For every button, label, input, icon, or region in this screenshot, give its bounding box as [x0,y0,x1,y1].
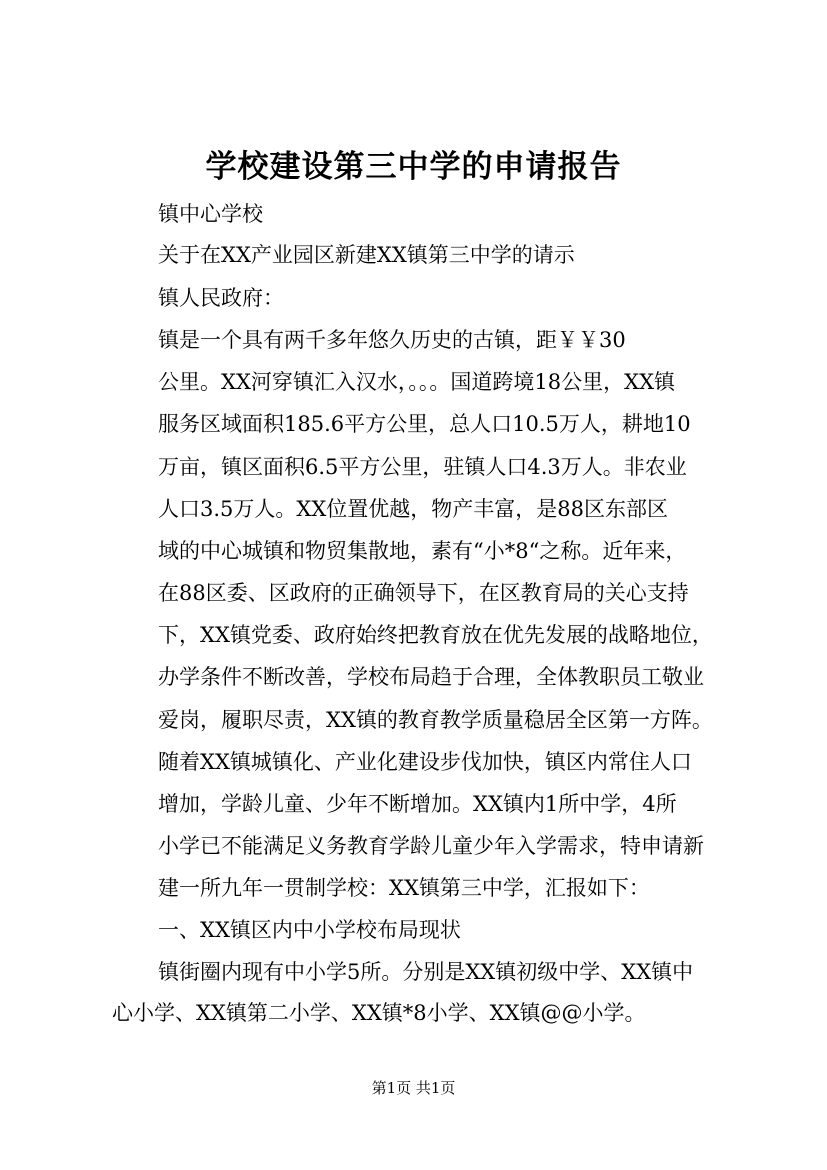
text-line: 心小学、XX镇第二小学、XX镇*8小学、XX镇@@小学。 [112,1001,646,1025]
page-footer: 第1页 共1页 [371,1079,456,1097]
text-line: 小学已不能满足义务教育学龄儿童少年入学需求，特申请新 [158,834,704,858]
text-line: 镇是一个具有两千多年悠久历史的古镇，距￥￥30 [158,328,626,352]
text-line: 镇人民政府： [158,286,284,310]
text-line: 镇街圈内现有中小学5所。分别是XX镇初级中学、XX镇中 [158,960,694,984]
text-line: 建一所九年一贯制学校：XX镇第三中学，汇报如下： [158,876,650,900]
text-line: 域的中心城镇和物贸集散地，素有“小*8“之称。近年来， [158,539,687,563]
text-line: 爱岗，履职尽责，XX镇的教育教学质量稳居全区第一方阵。 [158,708,713,732]
text-line: 在88区委、区政府的正确领导下，在区教育局的关心支持 [158,581,689,605]
text-line: 万亩，镇区面积6.5平方公里，驻镇人口4.3万人。非农业 [158,455,687,479]
text-line: 关于在XX产业园区新建XX镇第三中学的请示 [158,243,575,267]
text-line: 增加，学龄儿童、少年不断增加。XX镇内1所中学，4所 [158,792,677,816]
document-title: 学校建设第三中学的申请报告 [205,149,622,185]
text-line: 随着XX镇城镇化、产业化建设步伐加快，镇区内常住人口 [158,750,692,774]
section-heading: 一、XX镇区内中小学校布局现状 [158,918,461,942]
text-line: 公里。XX河穿镇汇入汉水，。。。国道跨境18公里，XX镇 [158,370,676,394]
text-line: 服务区域面积185.6平方公里，总人口10.5万人，耕地10 [158,412,691,436]
text-line: 人口3.5万人。XX位置优越，物产丰富，是88区东部区 [158,497,669,521]
text-line: 镇中心学校 [158,202,263,226]
text-line: 办学条件不断改善，学校布局趋于合理，全体教职员工敬业 [158,665,704,689]
text-line: 下，XX镇党委、政府始终把教育放在优先发展的战略地位， [158,623,713,647]
